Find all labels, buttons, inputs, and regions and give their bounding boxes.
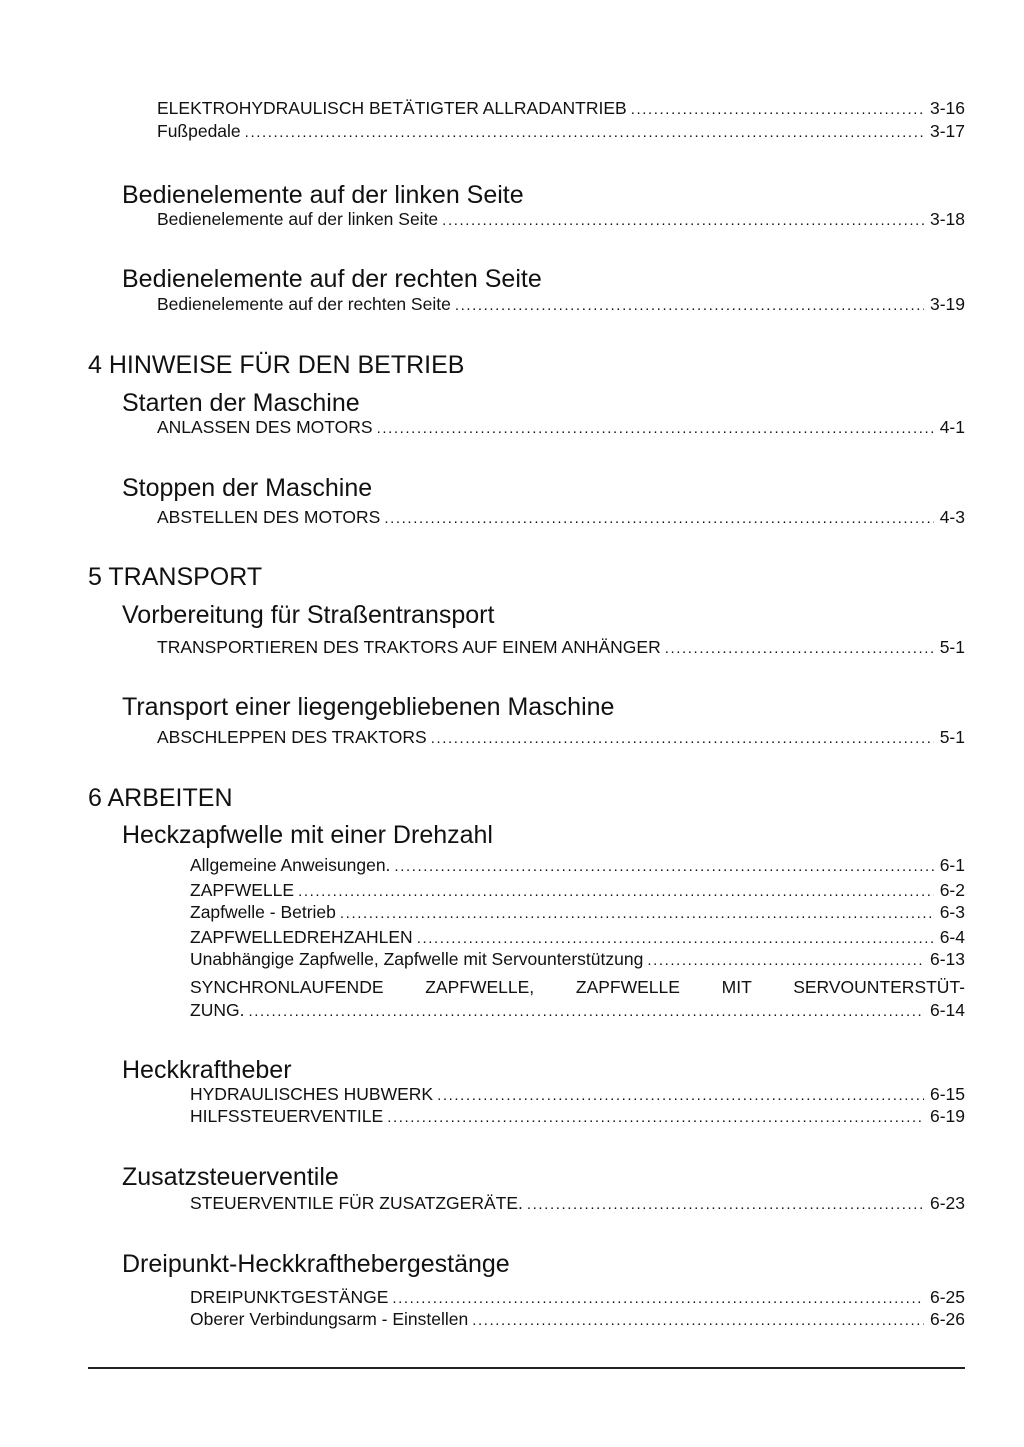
toc-entry[interactable] — [190, 926, 965, 948]
footer-rule — [88, 1367, 965, 1369]
entry-page: 3-18 — [929, 209, 965, 229]
toc-entry[interactable] — [157, 293, 965, 315]
toc-entry[interactable] — [157, 506, 965, 528]
chapter-heading: 4 HINWEISE FÜR DEN BETRIEB — [88, 351, 465, 379]
dot-leader — [384, 509, 933, 528]
toc-entry[interactable] — [190, 879, 965, 901]
dot-leader — [631, 100, 924, 119]
section-heading: Dreipunkt-Heckkrafthebergestänge — [122, 1250, 510, 1278]
toc-entry[interactable] — [190, 999, 965, 1021]
entry-title: ZAPFWELLEDREHZAHLEN — [190, 927, 413, 947]
entry-page: 6-1 — [939, 855, 965, 875]
dot-leader — [417, 929, 934, 948]
dot-leader — [431, 729, 934, 748]
entry-page: 6-3 — [939, 902, 965, 922]
dot-leader — [377, 419, 934, 438]
entry-page: 3-19 — [929, 294, 965, 314]
toc-entry-wrapped-line: SYNCHRONLAUFENDE ZAPFWELLE, ZAPFWELLE MIT SERVOUNTERSTÜT- — [190, 977, 965, 997]
dot-leader — [298, 882, 934, 901]
dot-leader — [472, 1311, 924, 1330]
entry-page: 5-1 — [939, 727, 965, 747]
section-heading: Heckkraftheber — [122, 1056, 292, 1084]
entry-page: 6-25 — [929, 1287, 965, 1307]
dot-leader — [437, 1086, 924, 1105]
entry-title: ELEKTROHYDRAULISCH BETÄTIGTER ALLRADANTRIEB — [157, 98, 627, 118]
entry-page: 5-1 — [939, 637, 965, 657]
dot-leader — [387, 1108, 924, 1127]
entry-page: 6-2 — [939, 880, 965, 900]
entry-title: ZUNG. — [190, 1000, 245, 1020]
entry-title: HYDRAULISCHES HUBWERK — [190, 1084, 434, 1104]
dot-leader — [394, 857, 933, 876]
toc-entry[interactable] — [190, 901, 965, 923]
entry-page: 4-1 — [939, 417, 965, 437]
entry-page: 6-13 — [929, 949, 965, 969]
dot-leader — [392, 1289, 924, 1308]
toc-entry[interactable] — [157, 120, 965, 142]
toc-entry[interactable] — [190, 1308, 965, 1330]
entry-title: TRANSPORTIEREN DES TRAKTORS AUF EINEM ANHÄNGER — [157, 637, 661, 657]
chapter-heading: 5 TRANSPORT — [88, 563, 263, 591]
entry-page: 6-23 — [929, 1193, 965, 1213]
toc-entry[interactable] — [190, 1105, 965, 1127]
entry-page: 6-19 — [929, 1106, 965, 1126]
toc-entry[interactable] — [190, 1286, 965, 1308]
entry-title: ZAPFWELLE — [190, 880, 295, 900]
toc-entry[interactable] — [157, 97, 965, 119]
dot-leader — [665, 639, 934, 658]
entry-title: STEUERVENTILE FÜR ZUSATZGERÄTE. — [190, 1193, 523, 1213]
entry-title: HILFSSTEUERVENTILE — [190, 1106, 384, 1126]
dot-leader — [248, 1002, 924, 1021]
toc-entry[interactable] — [157, 726, 965, 748]
toc-entry[interactable] — [157, 416, 965, 438]
section-heading: Stoppen der Maschine — [122, 474, 373, 502]
section-heading: Transport einer liegengebliebenen Maschine — [122, 693, 615, 721]
section-heading: Heckzapfwelle mit einer Drehzahl — [122, 821, 493, 849]
chapter-heading: 6 ARBEITEN — [88, 784, 233, 812]
entry-title: Bedienelemente auf der rechten Seite — [157, 294, 451, 314]
dot-leader — [245, 123, 924, 142]
entry-page: 3-16 — [929, 98, 965, 118]
entry-title: ABSTELLEN DES MOTORS — [157, 507, 381, 527]
entry-page: 6-26 — [929, 1309, 965, 1329]
entry-title: ANLASSEN DES MOTORS — [157, 417, 373, 437]
dot-leader — [455, 296, 924, 315]
entry-title: Oberer Verbindungsarm - Einstellen — [190, 1309, 469, 1329]
dot-leader — [442, 211, 924, 230]
toc-entry[interactable] — [190, 1083, 965, 1105]
dot-leader — [340, 904, 934, 923]
entry-page: 3-17 — [929, 121, 965, 141]
entry-page: 6-15 — [929, 1084, 965, 1104]
toc-entry[interactable] — [157, 636, 965, 658]
toc-entry[interactable] — [190, 854, 965, 876]
entry-title: Allgemeine Anweisungen. — [190, 855, 391, 875]
entry-title: DREIPUNKTGESTÄNGE — [190, 1287, 389, 1307]
entry-page: 4-3 — [939, 507, 965, 527]
entry-page: 6-4 — [939, 927, 965, 947]
entry-title: Zapfwelle - Betrieb — [190, 902, 336, 922]
section-heading: Zusatzsteuerventile — [122, 1163, 339, 1191]
dot-leader — [647, 951, 924, 970]
toc-entry[interactable] — [190, 948, 965, 970]
toc-entry[interactable] — [190, 1192, 965, 1214]
entry-title: ABSCHLEPPEN DES TRAKTORS — [157, 727, 427, 747]
section-heading: Bedienelemente auf der linken Seite — [122, 181, 524, 209]
section-heading: Starten der Maschine — [122, 389, 360, 417]
section-heading: Vorbereitung für Straßentransport — [122, 601, 495, 629]
entry-title: Bedienelemente auf der linken Seite — [157, 209, 439, 229]
entry-title: Fußpedale — [157, 121, 241, 141]
entry-page: 6-14 — [929, 1000, 965, 1020]
entry-title: Unabhängige Zapfwelle, Zapfwelle mit Servounterstützung — [190, 949, 644, 969]
dot-leader — [527, 1195, 924, 1214]
section-heading: Bedienelemente auf der rechten Seite — [122, 265, 542, 293]
toc-entry[interactable] — [157, 208, 965, 230]
